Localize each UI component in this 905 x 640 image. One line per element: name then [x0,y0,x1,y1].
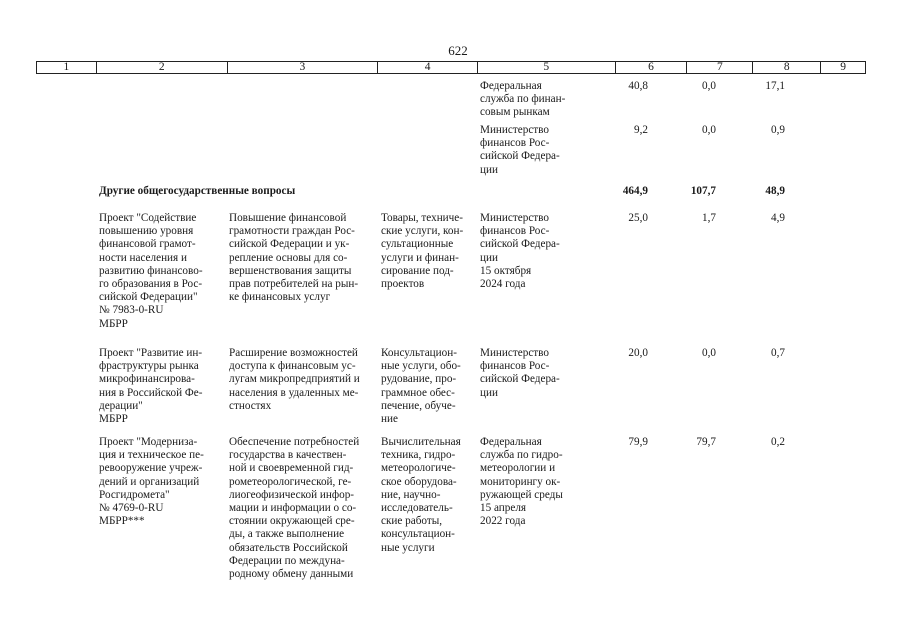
page-number: 622 [448,43,468,58]
executor-cell: Федеральная служба по финан- совым рынкам [480,80,566,119]
value-col8: 4,9 [771,212,785,224]
value-col7: 0,0 [702,124,716,136]
column-number-header [36,61,866,74]
value-col6: 40,8 [628,80,648,92]
value-col8: 17,1 [765,80,785,92]
value-col7: 0,0 [702,347,716,359]
value-col6: 79,9 [628,436,648,448]
value-col6: 20,0 [628,347,648,359]
value-col7: 79,7 [696,436,716,448]
project-goal-cell: Повышение финансовой грамотности граждан Рос- сийской Федерации и ук- репление основы для со- вершенствования защиты прав потребителей на рын- ке финансовых услуг [229,212,359,304]
project-name-cell: Проект "Содействие повышению уровня финансовой грамот- ности населения и развитию финансово- го образования в Рос- сийской Федерации" № 7983-0-RU МБРР [99,212,203,330]
header-col-4: 4 [378,62,478,73]
project-scope-cell: Вычислительная техника, гидро- метеорологиче- ское оборудова- ние, научно- исследователь- ские работы, консультацион- ные услуги [381,436,461,554]
header-col-3: 3 [228,62,379,73]
header-col-1: 1 [37,62,97,73]
section-total-col8: 48,9 [765,185,785,197]
section-total-col7: 107,7 [690,185,716,197]
value-col8: 0,2 [771,436,785,448]
project-scope-cell: Товары, техниче- ские услуги, кон- сультационные услуги и финан- сирование под- проектов [381,212,464,291]
project-goal-cell: Обеспечение потребностей государства в качествен- ной и своевременной гид- рометеорологической, ге- лиогеофизической инфор- мации и информации о со- стоянии окружающей сре- ды, а также выполнение обязательств Российской Федерации по междуна- родному обмену данными [229,436,360,581]
value-col8: 0,9 [771,124,785,136]
executor-cell: Федеральная служба по гидро- метеорологии и мониторингу ок- ружающей среды 15 апреля 2022 года [480,436,563,528]
header-col-2: 2 [97,62,228,73]
value-col6: 25,0 [628,212,648,224]
executor-cell: Министерство финансов Рос- сийской Федера- ции [480,347,560,399]
executor-cell: Министерство финансов Рос- сийской Федера- ции [480,124,560,176]
header-col-6: 6 [616,62,688,73]
project-scope-cell: Консультацион- ные услуги, обо- рудование, про- граммное обес- печение, обуче- ние [381,347,461,426]
project-name-cell: Проект "Модерниза- ция и техническое пе- ревооружение учреж- дений и организаций Росгидромета" № 4769-0-RU МБРР*** [99,436,204,528]
header-col-9: 9 [840,61,846,73]
project-goal-cell: Расширение возможностей доступа к финансовым ус- лугам микропредприятий и населения в удаленных ме- стностях [229,347,360,412]
value-col7: 0,0 [702,80,716,92]
header-col-8: 8 [753,62,821,73]
value-col6: 9,2 [634,124,648,136]
project-name-cell: Проект "Развитие ин- фраструктуры рынка микрофинансирова- ния в Российской Фе- дерации" МБРР [99,347,203,426]
executor-cell: Министерство финансов Рос- сийской Федера- ции 15 октября 2024 года [480,212,560,291]
section-total-col6: 464,9 [622,185,648,197]
header-col-7: 7 [687,62,753,73]
section-title: Другие общегосударственные вопросы [99,185,296,197]
value-col8: 0,7 [771,347,785,359]
header-col-5: 5 [478,62,616,73]
value-col7: 1,7 [702,212,716,224]
